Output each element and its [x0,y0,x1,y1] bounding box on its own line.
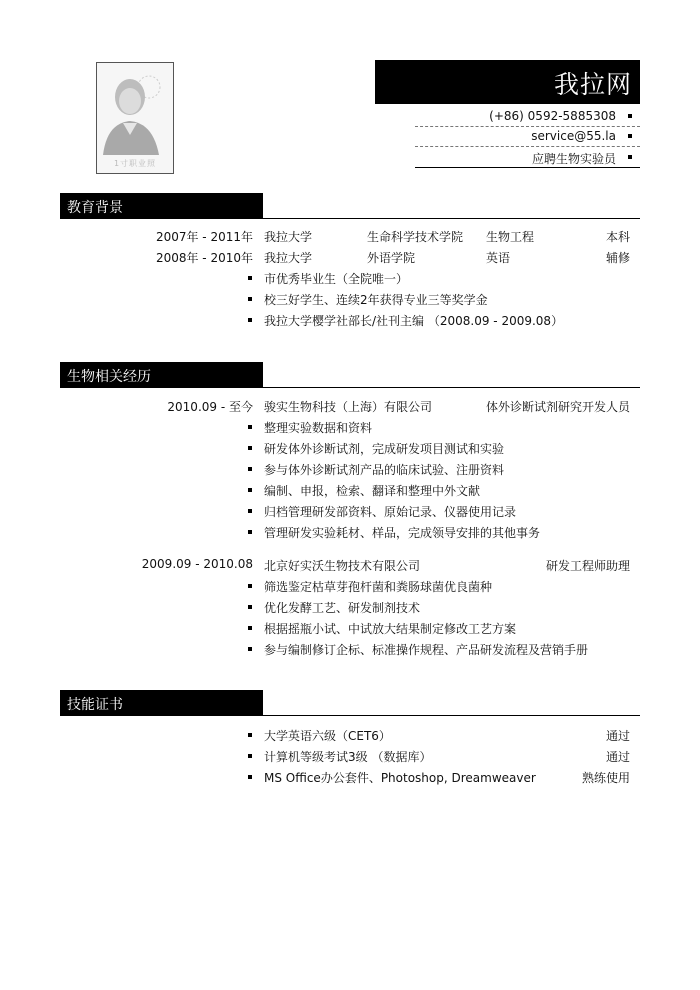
duty-item: 优化发酵工艺、研发制剂技术 [264,601,421,615]
name-banner [375,60,640,104]
skill-level: 通过 [605,750,630,764]
edu-major: 生物工程 [486,230,535,244]
photo-caption: 1寸职业照 [113,159,157,168]
bullet-square-icon [248,775,252,779]
edu-college: 外语学院 [367,251,416,265]
section-title: 技能证书 [67,697,123,713]
duty-item: 管理研发实验耗材、样品，完成领导安排的其他事务 [264,526,541,540]
bullet-square-icon [248,467,252,471]
edu-period: 2008年 - 2010年 [155,251,253,265]
bullet-square-icon [248,584,252,588]
skill-name: 计算机等级考试3级 （数据库） [264,750,432,764]
edu-degree: 本科 [605,230,630,244]
bullet-square-icon [248,626,252,630]
job-period: 2009.09 - 2010.08 [141,557,253,571]
bullet-square-icon [248,509,252,513]
bullet-square-icon [248,647,252,651]
bullet-square-icon [248,276,252,280]
contact-email-row [415,127,640,147]
person-name: 我拉网 [553,70,632,99]
honor-item: 校三好学生、连续2年获得专业三等奖学金 [264,293,488,307]
section-title: 生物相关经历 [67,369,151,385]
edu-school: 我拉大学 [264,230,313,244]
skill-level: 熟练使用 [581,771,630,785]
profile-photo [96,62,174,174]
bullet-square-icon [628,134,632,138]
contact-objective-row [415,148,640,168]
duty-item: 筛选鉴定枯草芽孢杆菌和粪肠球菌优良菌种 [264,580,493,594]
skill-name: MS Office办公套件、Photoshop, Dreamweaver [264,771,536,785]
section-header-experience [60,362,263,388]
contact-phone: (+86) 0592-5885308 [489,109,616,123]
contact-phone-row [415,107,640,127]
job-company: 北京好实沃生物技术有限公司 [264,559,421,573]
job-position: 研发工程师助理 [545,559,630,573]
section-divider [60,387,640,388]
job-position: 体外诊断试剂研究开发人员 [485,400,630,414]
skill-level: 通过 [605,729,630,743]
bullet-square-icon [248,488,252,492]
section-title: 教育背景 [67,200,123,216]
job-objective: 应聘生物实验员 [531,152,616,166]
duty-item: 归档管理研发部资料、原始记录、仪器使用记录 [264,505,517,519]
bullet-square-icon [248,425,252,429]
bullet-square-icon [248,754,252,758]
edu-period: 2007年 - 2011年 [155,230,253,244]
edu-degree: 辅修 [605,251,630,265]
honor-item: 市优秀毕业生（全院唯一） [264,272,409,286]
avatar-silhouette-icon [97,63,173,173]
duty-item: 参与体外诊断试剂产品的临床试验、注册资料 [264,463,505,477]
skill-name: 大学英语六级（CET6） [264,729,391,743]
job-period: 2010.09 - 至今 [167,400,253,414]
duty-item: 根据摇瓶小试、中试放大结果制定修改工艺方案 [264,622,517,636]
contact-email[interactable]: service@55.la [531,129,616,143]
duty-item: 研发体外诊断试剂，完成研发项目测试和实验 [264,442,505,456]
bullet-square-icon [248,318,252,322]
section-divider [60,218,640,219]
duty-item: 整理实验数据和资料 [264,421,373,435]
section-header-education [60,193,263,219]
bullet-square-icon [248,297,252,301]
edu-college: 生命科学技术学院 [367,230,464,244]
bullet-square-icon [248,605,252,609]
honor-item: 我拉大学樱学社部长/社刊主编 （2008.09 - 2009.08） [264,314,564,328]
bullet-square-icon [248,446,252,450]
edu-school: 我拉大学 [264,251,313,265]
edu-major: 英语 [486,251,511,265]
duty-item: 参与编制修订企标、标准操作规程、产品研发流程及营销手册 [264,643,589,657]
bullet-square-icon [628,155,632,159]
section-divider [60,715,640,716]
bullet-square-icon [248,530,252,534]
job-company: 骏实生物科技（上海）有限公司 [264,400,433,414]
duty-item: 编制、申报，检索、翻译和整理中外文献 [264,484,481,498]
section-header-skills [60,690,263,716]
bullet-square-icon [628,114,632,118]
bullet-square-icon [248,733,252,737]
